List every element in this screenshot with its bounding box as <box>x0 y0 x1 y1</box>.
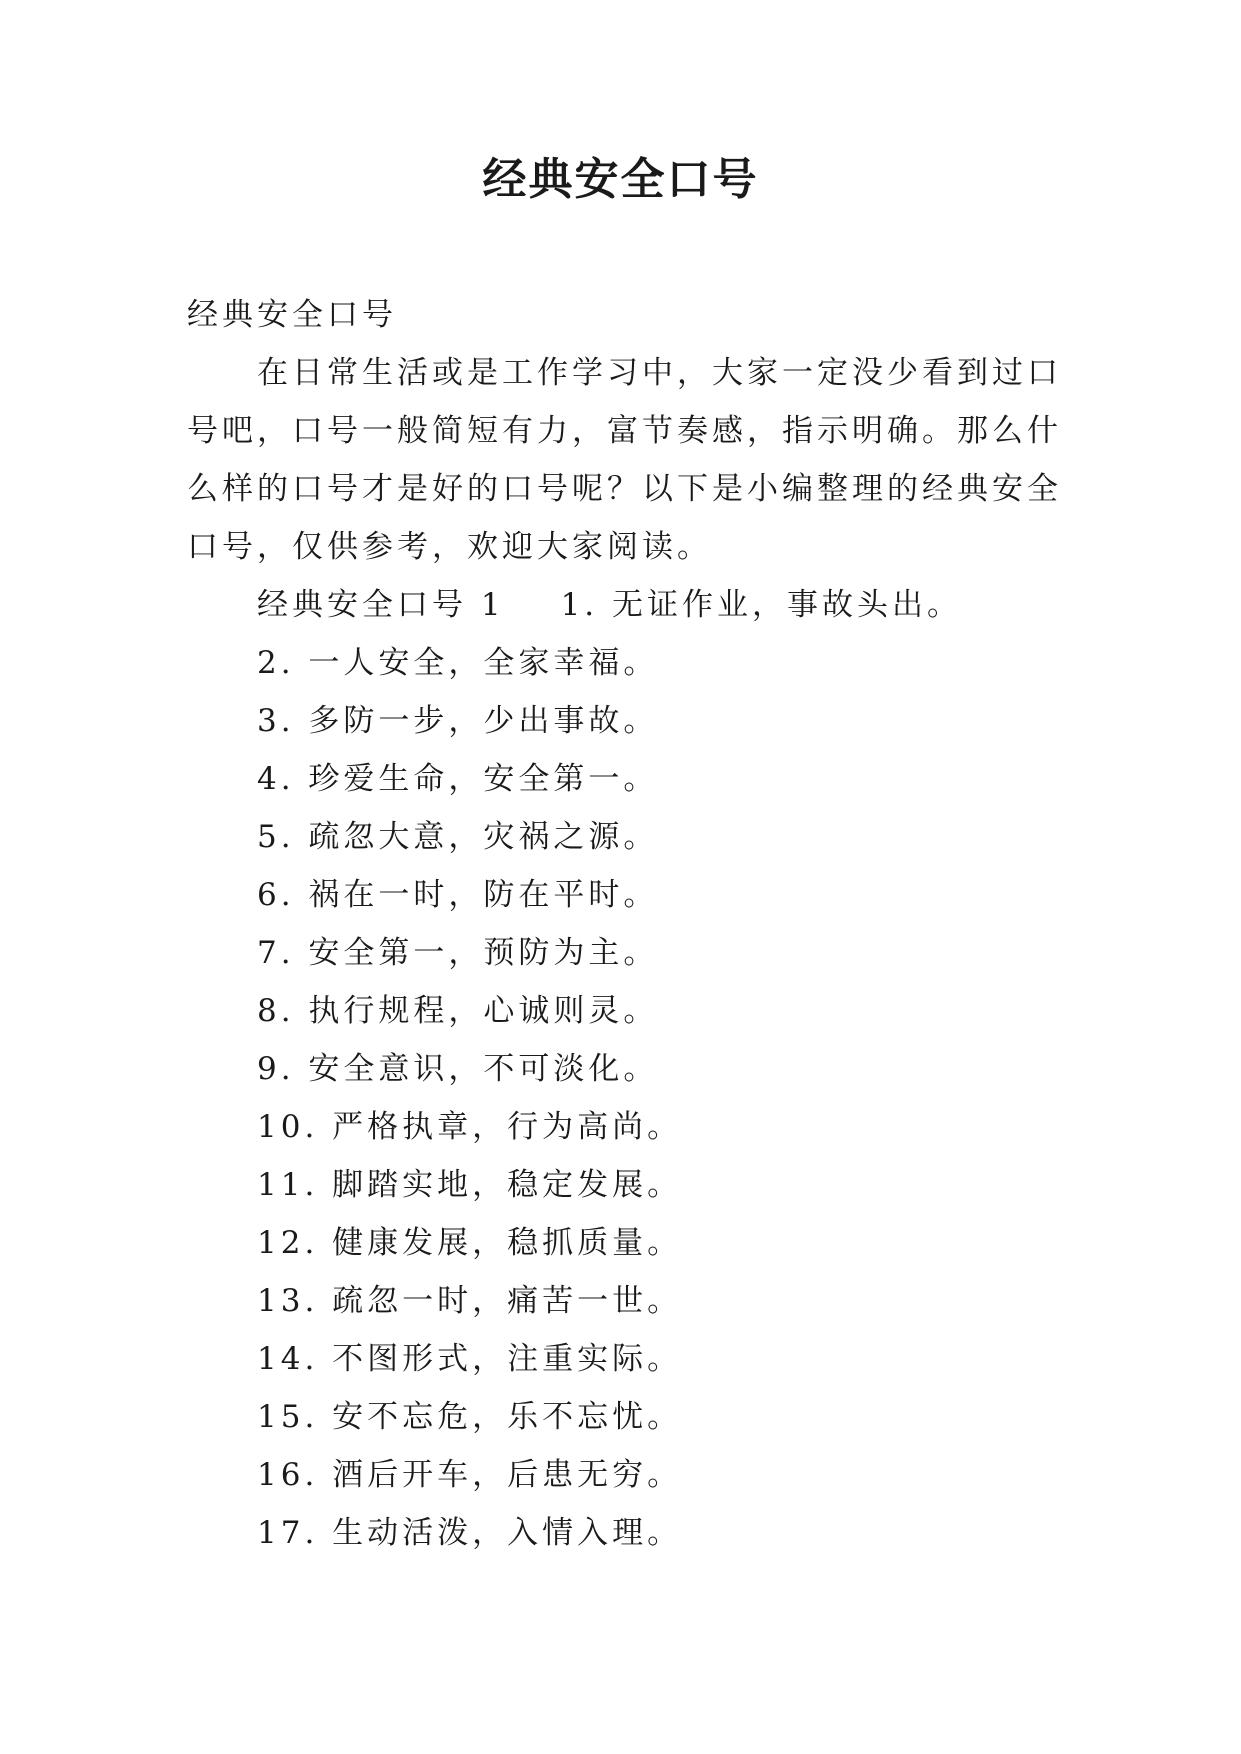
slogan-item-12: 12. 健康发展，稳抓质量。 <box>257 1225 683 1261</box>
slogan-item-2: 2. 一人安全，全家幸福。 <box>257 645 659 681</box>
slogan-item-10: 10. 严格执章，行为高尚。 <box>257 1109 683 1145</box>
slogan-item-13: 13. 疏忽一时，痛苦一世。 <box>257 1283 683 1319</box>
slogan-item-17: 17. 生动活泼，入情入理。 <box>257 1515 683 1551</box>
intro-heading: 经典安全口号 <box>187 297 397 333</box>
slogan-item-11: 11. 脚踏实地，稳定发展。 <box>257 1167 683 1203</box>
slogan-item-1: 1. 无证作业，事故头出。 <box>560 587 963 623</box>
slogan-item-3: 3. 多防一步，少出事故。 <box>257 703 659 739</box>
document-body <box>187 286 1067 1562</box>
slogan-item-7: 7. 安全第一，预防为主。 <box>257 935 659 971</box>
document-title: 经典安全口号 <box>482 154 759 205</box>
slogan-list <box>187 634 1067 1562</box>
slogan-item-16: 16. 酒后开车，后患无穷。 <box>257 1457 683 1493</box>
slogan-item-14: 14. 不图形式，注重实际。 <box>257 1341 683 1377</box>
slogan-item-15: 15. 安不忘危，乐不忘忧。 <box>257 1399 683 1435</box>
intro-paragraph: 在日常生活或是工作学习中，大家一定没少看到过口号吧，口号一般简短有力，富节奏感，指示明确。那么什么样的口号才是好的口号呢？以下是小编整理的经典安全口号，仅供参考，欢迎大家阅读。 <box>187 355 1062 565</box>
slogan-item-4: 4. 珍爱生命，安全第一。 <box>257 761 659 797</box>
section-label: 经典安全口号 1 <box>257 587 505 623</box>
slogan-item-5: 5. 疏忽大意，灾祸之源。 <box>257 819 659 855</box>
slogan-item-8: 8. 执行规程，心诚则灵。 <box>257 993 659 1029</box>
section-heading-line <box>187 576 1067 634</box>
slogan-item-6: 6. 祸在一时，防在平时。 <box>257 877 659 913</box>
slogan-item-9: 9. 安全意识，不可淡化。 <box>257 1051 659 1087</box>
